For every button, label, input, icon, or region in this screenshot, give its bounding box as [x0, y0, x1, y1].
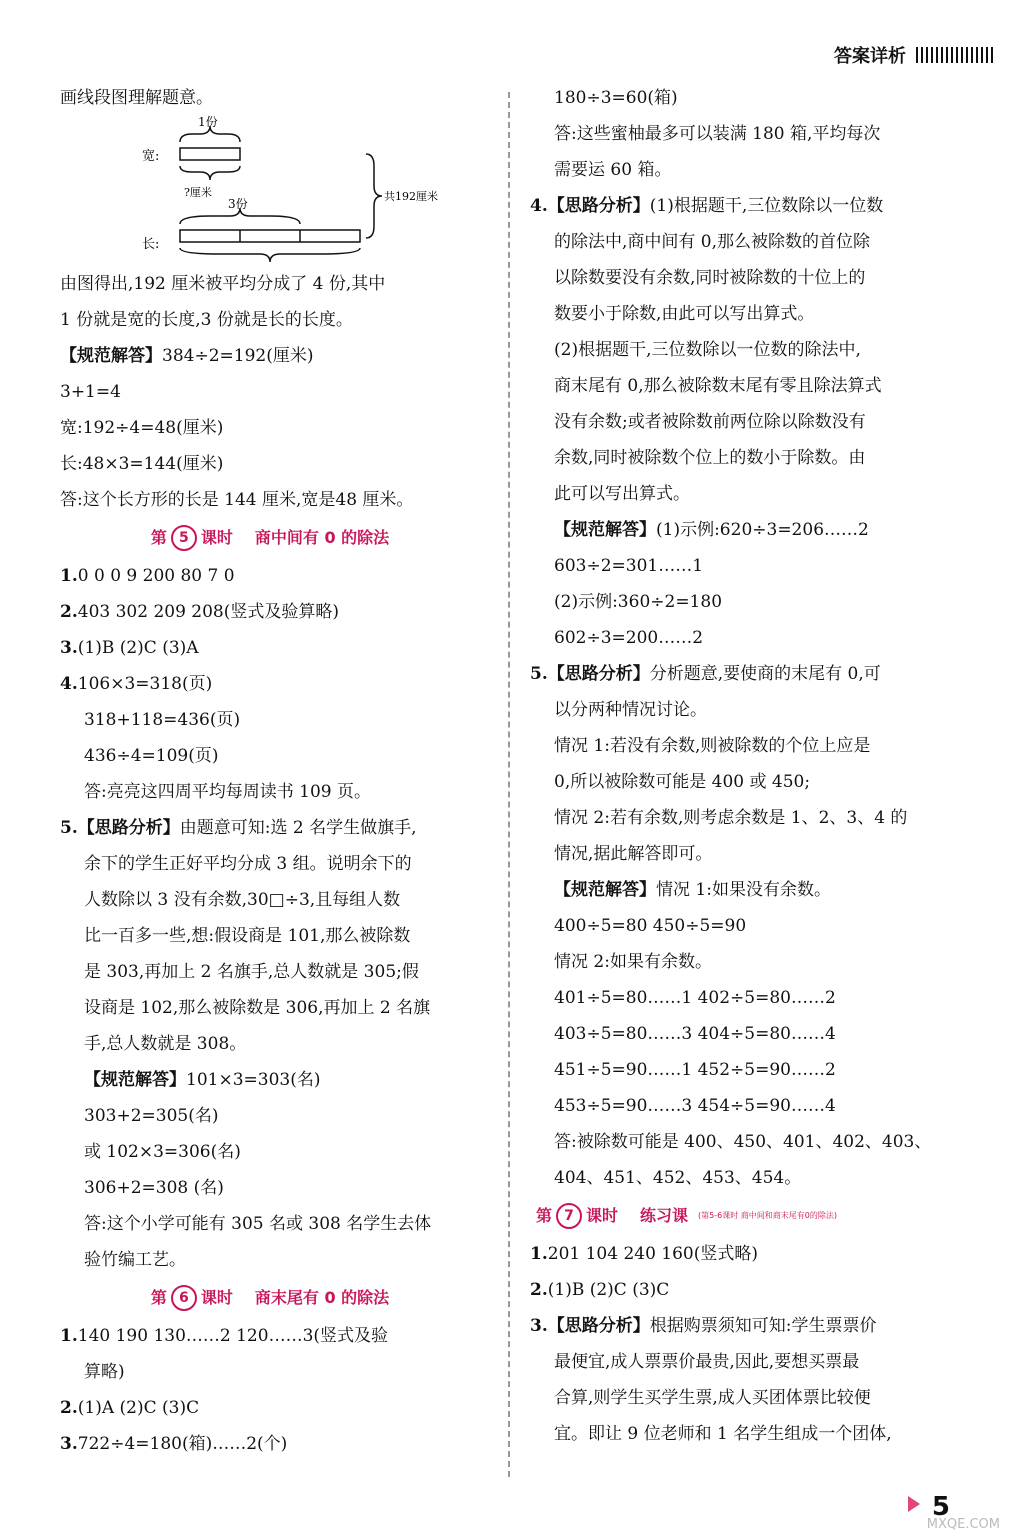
- l5-q5-num: 5.: [60, 818, 78, 838]
- diagram-one-part: 1份: [198, 115, 218, 129]
- lesson-7-number: 7: [556, 1203, 582, 1229]
- r-q5-answer-first: 情况 1:如果没有余数。: [656, 880, 831, 900]
- diagram-wide-unknown: ?厘米: [184, 186, 212, 199]
- r-q5-answer-tag: 【规范解答】: [554, 880, 656, 900]
- l7-q3-tag: 【思路分析】: [547, 1316, 650, 1336]
- l5-q5-answer-3: 306+2=308 (名): [84, 1178, 224, 1198]
- answer-first: 384÷2=192(厘米): [162, 346, 314, 366]
- r-q4-num: 4.: [530, 196, 548, 216]
- r-top-1: 180÷3=60(箱): [554, 88, 678, 108]
- long-bar: [180, 230, 360, 242]
- l5-q5-answer-2: 或 102×3=306(名): [84, 1142, 241, 1162]
- header-title: 答案详析: [834, 46, 906, 67]
- answer-line: [60, 338, 480, 374]
- l5-q5-line-3: 比一百多一些,想:假设商是 101,那么被除数: [84, 926, 411, 946]
- answer-rest-4: 答:这个长方形的长是 144 厘米,宽是48 厘米。: [60, 490, 414, 510]
- l5-q4-rest-3: 答:亮亮这四周平均每周读书 109 页。: [84, 782, 371, 802]
- r-q5-answer-2: 情况 2:如果有余数。: [554, 952, 712, 972]
- r-q4-line-6: 没有余数;或者被除数前两位除以除数没有: [554, 412, 866, 432]
- r-q5-line-4: 情况 2:若有余数,则考虑余数是 1、2、3、4 的: [554, 808, 908, 828]
- l5-q3-num: 3.: [60, 638, 78, 658]
- column-divider: [508, 92, 510, 1477]
- page-number: 5: [931, 1492, 950, 1522]
- r-q5-line-3: 0,所以被除数可能是 400 或 450;: [554, 772, 811, 792]
- diagram-wide-label: 宽:: [142, 149, 160, 164]
- lesson-5-post: 课时: [200, 528, 233, 547]
- wide-brace-bottom: [180, 166, 240, 180]
- lesson-5-title: 商中间有 0 的除法: [254, 528, 390, 547]
- l5-q4-rest-1: 318+118=436(页): [84, 710, 241, 730]
- lesson-7-pre: 第: [536, 1206, 553, 1225]
- r-q4-tag: 【思路分析】: [547, 196, 650, 216]
- diagram-long-label: 长:: [142, 237, 160, 252]
- l5-q5-answer-4: 答:这个小学可能有 305 名或 308 名学生去体: [84, 1214, 432, 1234]
- l5-q4-text: 106×3=318(页): [77, 674, 213, 694]
- lesson-7-subtitle: (第5-6课时 商中间和商末尾有0的除法): [698, 1211, 837, 1220]
- left-column: [60, 80, 480, 1462]
- line-segment-diagram: [60, 116, 480, 266]
- l5-q5-line-4: 是 303,再加上 2 名旗手,总人数就是 305;假: [84, 962, 419, 982]
- r-q5-answer-6: 453÷5=90……3 454÷5=90……4: [554, 1096, 836, 1116]
- r-q5-line-2: 情况 1:若没有余数,则被除数的个位上应是: [554, 736, 871, 756]
- l7-q3-line-1: 最便宜,成人票票价最贵,因此,要想买票最: [554, 1352, 860, 1372]
- lesson-5-pre: 第: [150, 528, 167, 547]
- l5-q1-num: 1.: [60, 566, 78, 586]
- l5-q5-answer-first: 101×3=303(名): [186, 1070, 321, 1090]
- r-q4-answer-3: 602÷3=200……2: [554, 628, 704, 648]
- r-q5-num: 5.: [530, 664, 548, 684]
- lesson-7-title: 练习课: [640, 1206, 689, 1225]
- r-q4-line-5: 商末尾有 0,那么被除数末尾有零且除法算式: [554, 376, 882, 396]
- l5-q4-num: 4.: [60, 674, 78, 694]
- segment-diagram-svg: [120, 115, 438, 266]
- l7-q3-text: 根据购票须知可知:学生票票价: [649, 1316, 877, 1336]
- r-q4-line-1: 的除法中,商中间有 0,那么被除数的首位除: [554, 232, 871, 252]
- r-top-3: 需要运 60 箱。: [554, 160, 672, 180]
- r-q4-line-7: 余数,同时被除数个位上的数小于除数。由: [554, 448, 866, 468]
- r-q4-text: (1)根据题干,三位数除以一位数: [649, 196, 884, 216]
- r-q4-line-8: 此可以写出算式。: [554, 484, 690, 504]
- l5-q5-tag: 【思路分析】: [77, 818, 180, 838]
- l5-q5-answer-tag: 【规范解答】: [84, 1070, 186, 1090]
- l5-q5-line-1: 余下的学生正好平均分成 3 组。说明余下的: [84, 854, 412, 874]
- barcode-decoration: [916, 47, 996, 63]
- r-q5-answer-4: 403÷5=80……3 404÷5=80……4: [554, 1024, 836, 1044]
- r-q5-line-1: 以分两种情况讨论。: [554, 700, 707, 720]
- l5-q2-num: 2.: [60, 602, 78, 622]
- r-q4-answer-first: (1)示例:620÷3=206……2: [656, 520, 869, 540]
- l5-q5-answer-1: 303+2=305(名): [84, 1106, 219, 1126]
- r-q5-answer-8: 404、451、452、453、454。: [554, 1168, 802, 1188]
- l5-q3-text: (1)B (2)C (3)A: [77, 638, 199, 658]
- r-q5-answer-7: 答:被除数可能是 400、450、401、402、403、: [554, 1132, 932, 1152]
- lesson-6-number: 6: [171, 1285, 197, 1311]
- lesson-6-title: 商末尾有 0 的除法: [254, 1288, 390, 1307]
- r-q5-text: 分析题意,要使商的末尾有 0,可: [649, 664, 881, 684]
- l7-q2-num: 2.: [530, 1280, 548, 1300]
- lesson-7-heading: [530, 1196, 970, 1236]
- l7-q1-text: 201 104 240 160(竖式略): [547, 1244, 759, 1264]
- diagram-three-parts: 3份: [228, 197, 248, 211]
- l6-q1-num: 1.: [60, 1326, 78, 1346]
- l5-q5-line-5: 设商是 102,那么被除数是 306,再加上 2 名旗: [84, 998, 431, 1018]
- r-q5-answer-1: 400÷5=80 450÷5=90: [554, 916, 747, 936]
- r-q4-answer-tag: 【规范解答】: [554, 520, 656, 540]
- r-q5-answer-3: 401÷5=80……1 402÷5=80……2: [554, 988, 836, 1008]
- r-q4-line-4: (2)根据题干,三位数除以一位数的除法中,: [554, 340, 861, 360]
- l6-q2-num: 2.: [60, 1398, 78, 1418]
- page-header: [834, 40, 996, 70]
- l5-q2-text: 403 302 209 208(竖式及验算略): [77, 602, 340, 622]
- lesson-6-post: 课时: [200, 1288, 233, 1307]
- r-q4-answer-1: 603÷2=301……1: [554, 556, 704, 576]
- answer-rest-3: 长:48×3=144(厘米): [60, 454, 224, 474]
- long-brace-bottom: [180, 248, 360, 262]
- lesson-5-heading: [60, 518, 480, 558]
- l6-q2-text: (1)A (2)C (3)C: [77, 1398, 200, 1418]
- l7-q3-line-3: 宜。即让 9 位老师和 1 名学生组成一个团体,: [554, 1424, 892, 1444]
- r-q4-line-2: 以除数要没有余数,同时被除数的十位上的: [554, 268, 866, 288]
- answer-tag: 【规范解答】: [60, 346, 162, 366]
- explain-line-1: 由图得出,192 厘米被平均分成了 4 份,其中: [60, 274, 386, 294]
- l7-q3-line-2: 合算,则学生买学生票,成人买团体票比较便: [554, 1388, 871, 1408]
- intro-text: 画线段图理解题意。: [60, 88, 213, 108]
- r-q5-tag: 【思路分析】: [547, 664, 650, 684]
- l6-q3-num: 3.: [60, 1434, 78, 1454]
- page-arrow-icon: [908, 1496, 920, 1512]
- total-brace: [366, 154, 382, 238]
- lesson-6-pre: 第: [150, 1288, 167, 1307]
- r-q4-answer-2: (2)示例:360÷2=180: [554, 592, 723, 612]
- right-column: [530, 80, 970, 1452]
- l6-q1-cont: 算略): [84, 1362, 125, 1382]
- r-q5-line-5: 情况,据此解答即可。: [554, 844, 713, 864]
- diagram-total: 共192厘米: [384, 190, 438, 203]
- l5-q5-line-6: 手,总人数就是 308。: [84, 1034, 247, 1054]
- l5-q5-line-2: 人数除以 3 没有余数,30□÷3,且每组人数: [84, 890, 401, 910]
- l7-q1-num: 1.: [530, 1244, 548, 1264]
- r-top-2: 答:这些蜜柚最多可以装满 180 箱,平均每次: [554, 124, 881, 144]
- r-q5-answer-5: 451÷5=90……1 452÷5=90……2: [554, 1060, 836, 1080]
- lesson-7-post: 课时: [586, 1206, 619, 1225]
- l7-q3-num: 3.: [530, 1316, 548, 1336]
- watermark: MXQE.COM: [926, 1517, 1000, 1532]
- lesson-5-number: 5: [171, 525, 197, 551]
- l5-q5-answer-5: 验竹编工艺。: [84, 1250, 186, 1270]
- l5-q1-text: 0 0 0 9 200 80 7 0: [77, 566, 235, 586]
- l5-q4-rest-2: 436÷4=109(页): [84, 746, 219, 766]
- l5-q5-text: 由题意可知:选 2 名学生做旗手,: [179, 818, 417, 838]
- explain-line-2: 1 份就是宽的长度,3 份就是长的长度。: [60, 310, 353, 330]
- answer-rest-1: 3+1=4: [60, 382, 121, 402]
- r-q4-line-3: 数要小于除数,由此可以写出算式。: [554, 304, 815, 324]
- lesson-6-heading: [60, 1278, 480, 1318]
- l6-q3-text: 722÷4=180(箱)……2(个): [77, 1434, 288, 1454]
- wide-bar: [180, 148, 240, 160]
- l7-q2-text: (1)B (2)C (3)C: [547, 1280, 670, 1300]
- answer-rest-2: 宽:192÷4=48(厘米): [60, 418, 224, 438]
- l6-q1-text: 140 190 130……2 120……3(竖式及验: [77, 1326, 389, 1346]
